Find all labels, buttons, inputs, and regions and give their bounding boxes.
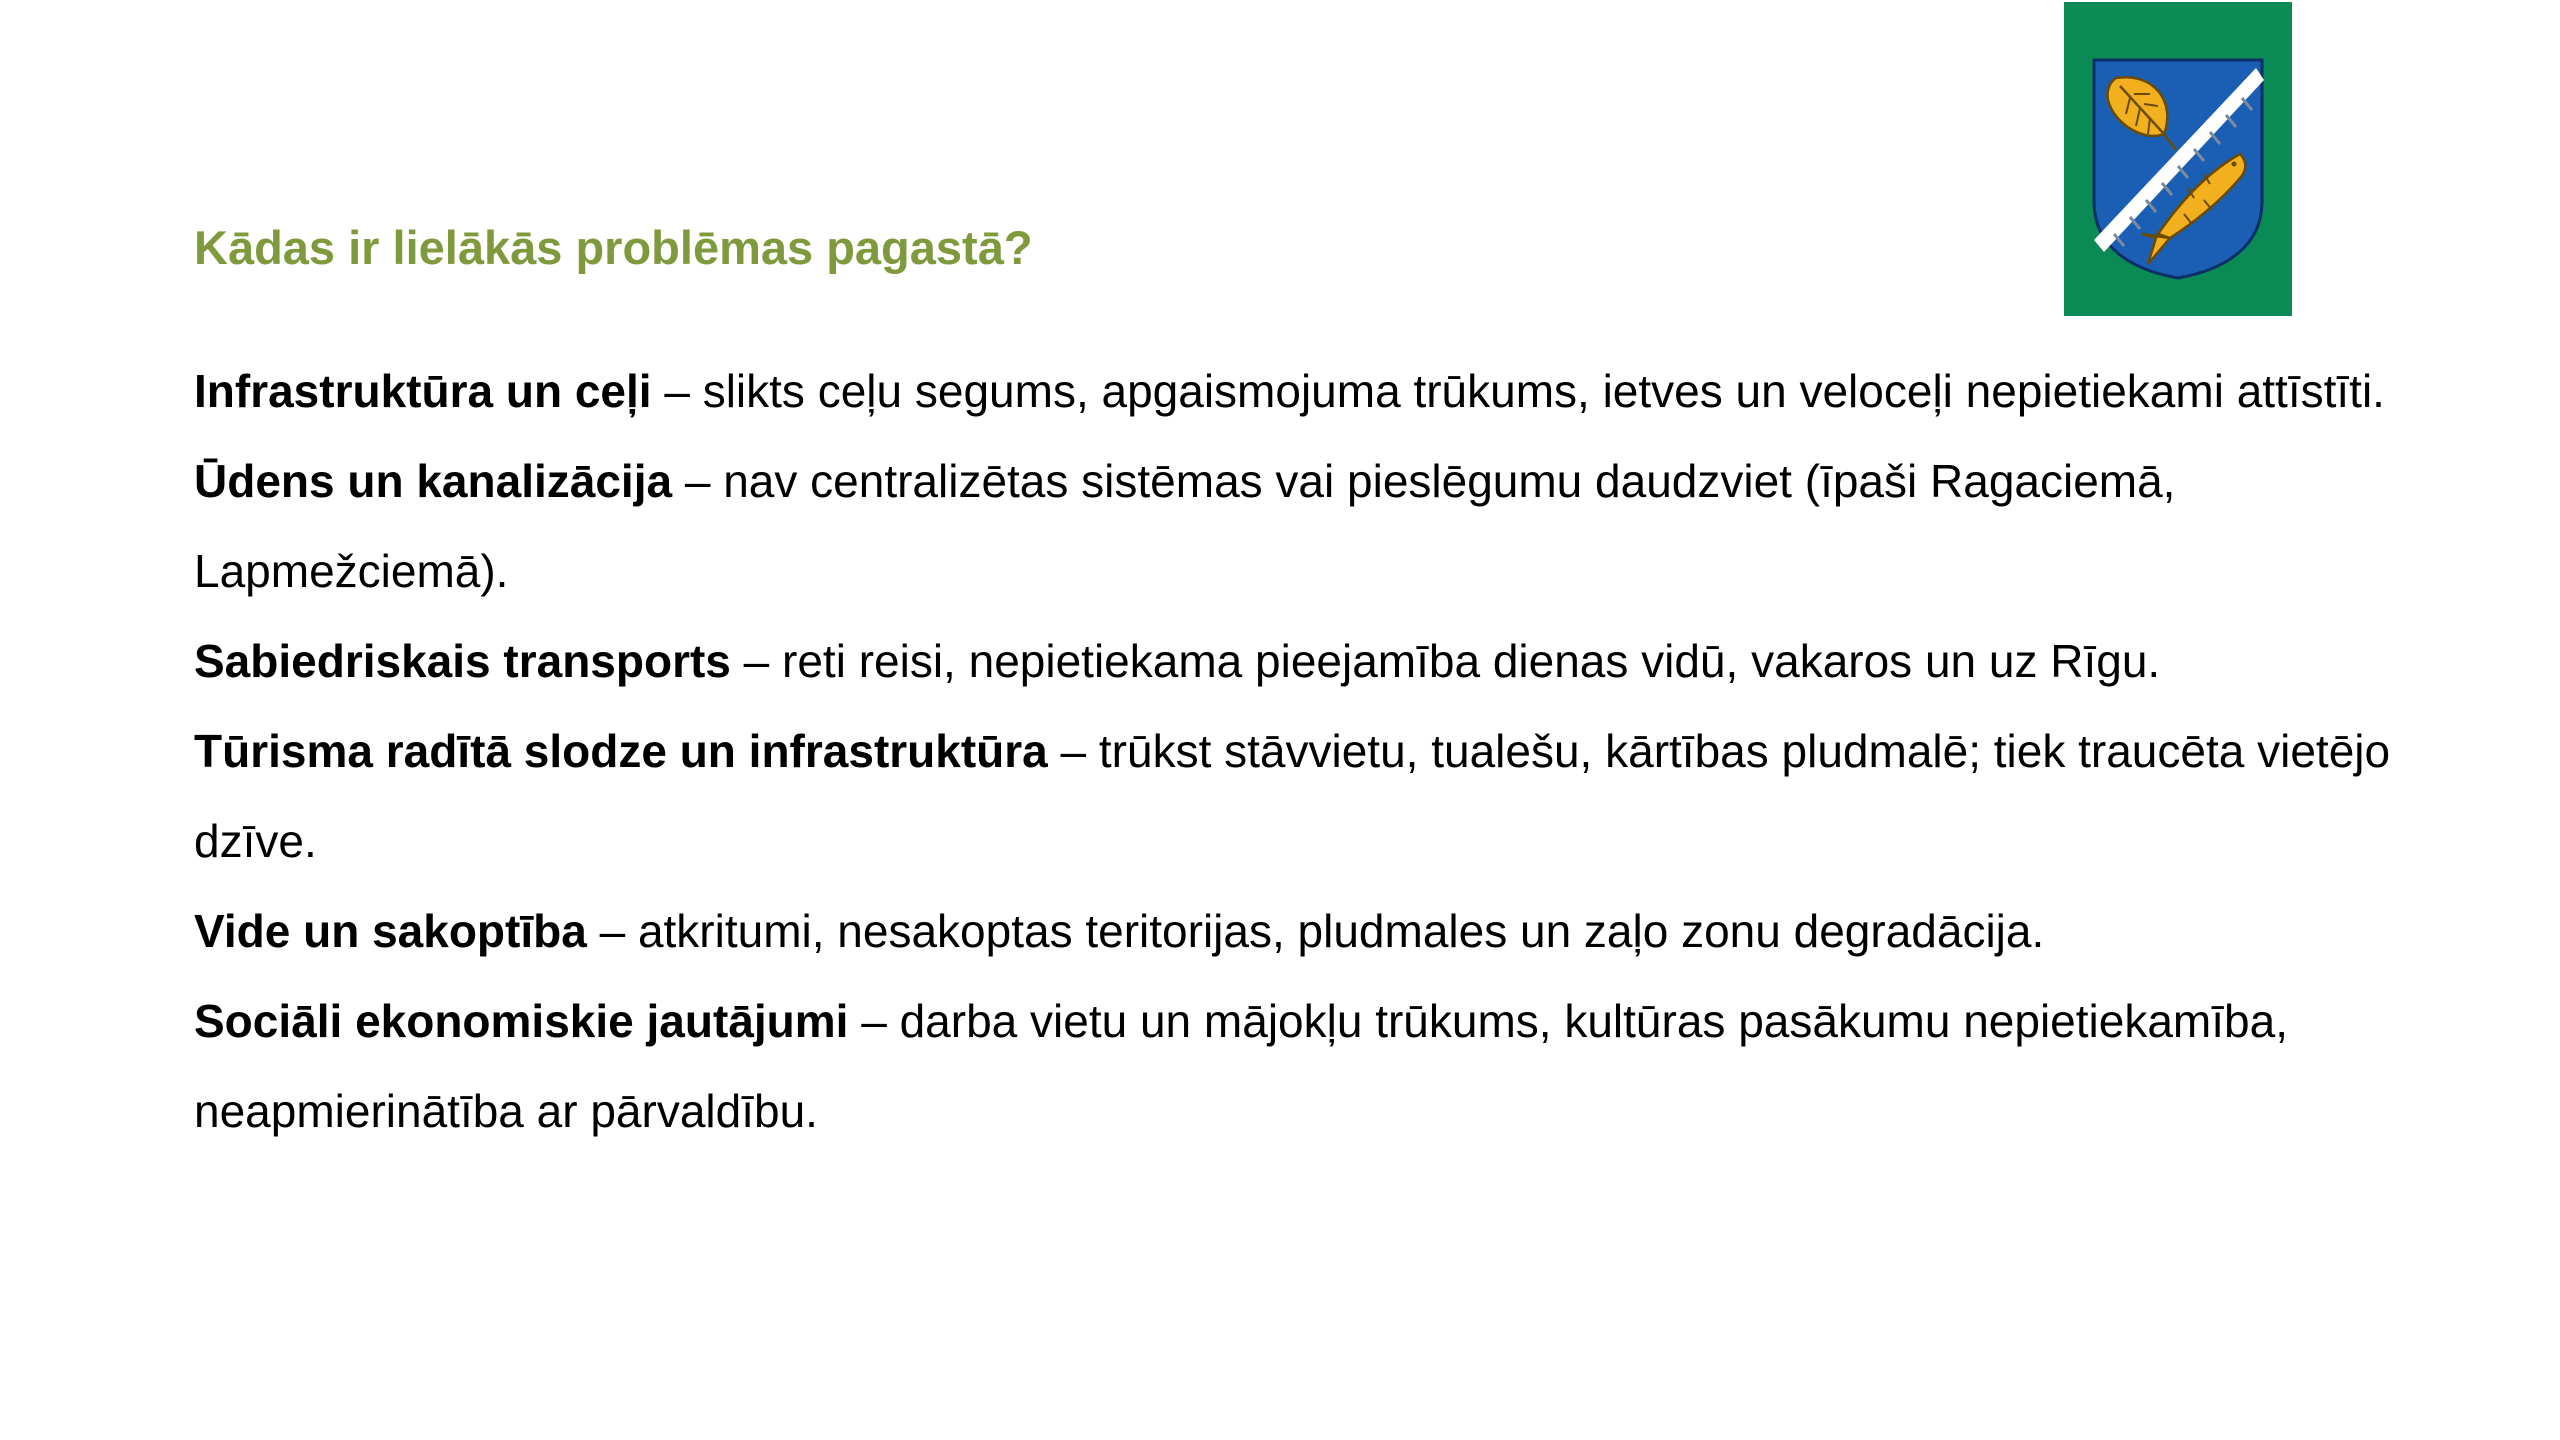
item-term: Infrastruktūra un ceļi (194, 365, 652, 417)
list-item (194, 436, 2454, 616)
list-item (194, 346, 2454, 436)
list-item (194, 616, 2454, 706)
item-description: – atkritumi, nesakoptas teritorijas, pludmales un zaļo zonu degradācija. (586, 905, 2045, 957)
item-term: Tūrisma radītā slodze un infrastruktūra (194, 725, 1048, 777)
item-description: – reti reisi, nepietiekama pieejamība dienas vidū, vakaros un uz Rīgu. (730, 635, 2161, 687)
coat-of-arms-icon (2064, 2, 2292, 316)
list-item (194, 976, 2454, 1156)
item-term: Ūdens un kanalizācija (194, 455, 673, 507)
item-description: – trūkst stāvvietu, tualešu, kārtības pludmalē; tiek traucēta vietējo dzīve. (194, 725, 2391, 867)
list-item (194, 706, 2454, 886)
problem-list (194, 346, 2454, 1156)
item-term: Sabiedriskais transports (194, 635, 731, 687)
item-term: Vide un sakoptība (194, 905, 587, 957)
item-description: – nav centralizētas sistēmas vai pieslēgumu daudzviet (īpaši Ragaciemā, Lapmežciemā). (194, 455, 2176, 597)
list-item (194, 886, 2454, 976)
item-term: Sociāli ekonomiskie jautājumi (194, 995, 849, 1047)
item-description: – slikts ceļu segums, apgaismojuma trūkums, ietves un veloceļi nepietiekami attīstīti. (651, 365, 2385, 417)
slide-title: Kādas ir lielākās problēmas pagastā? (194, 221, 1033, 274)
item-description: – darba vietu un mājokļu trūkums, kultūras pasākumu nepietiekamība, neapmierinātība ar pārvaldību. (194, 995, 2288, 1137)
